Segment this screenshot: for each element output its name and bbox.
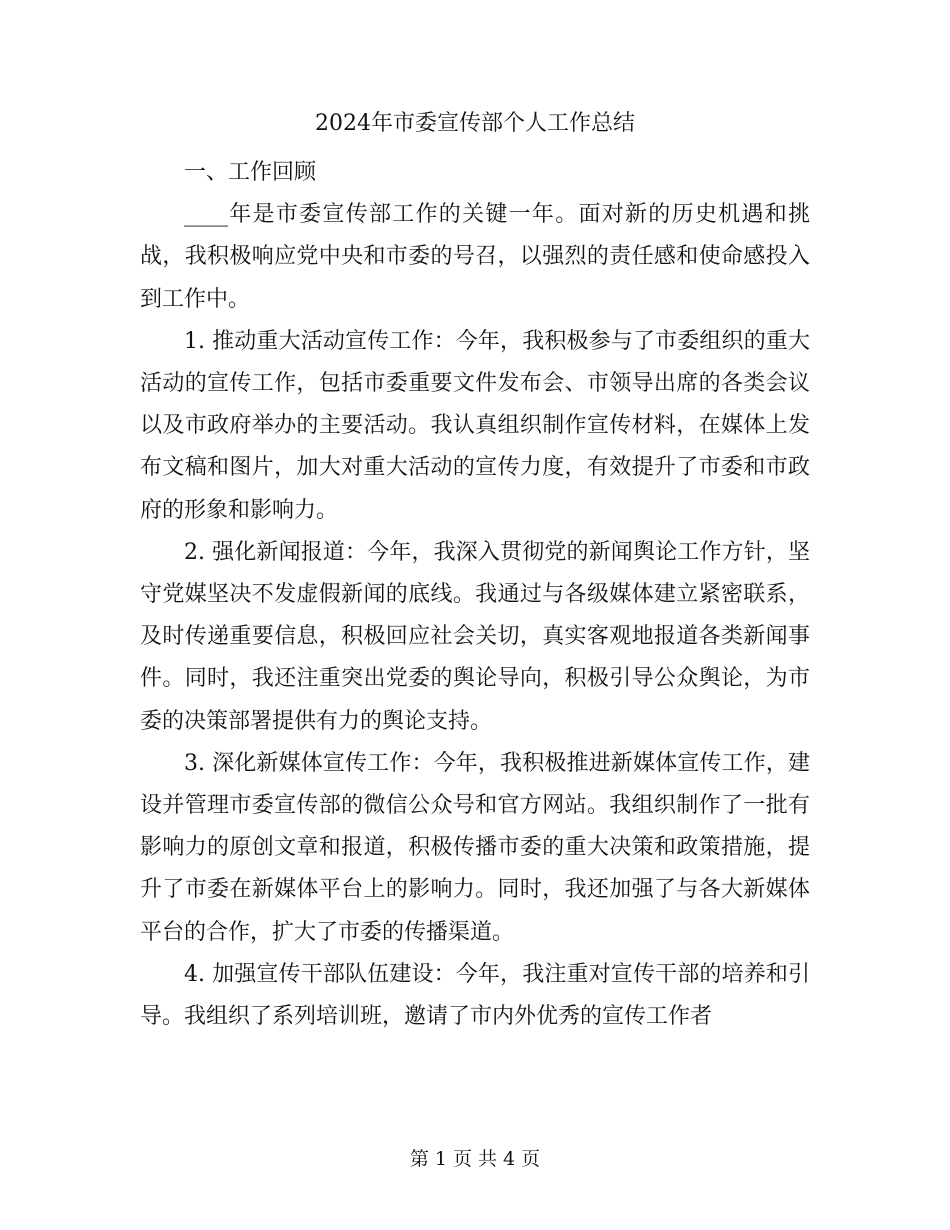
document-title: 2024年市委宣传部个人工作总结 [315,111,635,136]
paragraph-item-2: 2. 强化新闻报道：今年，我深入贯彻党的新闻舆论工作方针，坚守党媒坚决不发虚假新闻的底线。我通过与各级媒体建立紧密联系，及时传递重要信息，积极回应社会关切，真实客观地报道各类新闻事件。同时，我还注重突出党委的舆论导向，积极引导公众舆论，为市委的决策部署提供有力的舆论支持。 [140,539,810,734]
paragraph-item-3: 3. 深化新媒体宣传工作：今年，我积极推进新媒体宣传工作，建设并管理市委宣传部的微信公众号和官方网站。我组织制作了一批有影响力的原创文章和报道，积极传播市委的重大决策和政策措施，提升了市委在新媒体平台上的影响力。同时，我还加强了与各大新媒体平台的合作，扩大了市委的传播渠道。 [140,750,810,945]
page-footer: 第 1 页 共 4 页 [409,1148,541,1170]
section-heading: 一、工作回顾 [184,160,317,185]
paragraph-item-4: 4. 加强宣传干部队伍建设：今年，我注重对宣传干部的培养和引导。我组织了系列培训班，邀请了市内外优秀的宣传工作者 [140,961,810,1030]
paragraph-item-1: 1. 推动重大活动宣传工作：今年，我积极参与了市委组织的重大活动的宣传工作，包括市委重要文件发布会、市领导出席的各类会议以及市政府举办的主要活动。我认真组织制作宣传材料，在媒体上发布文稿和图片，加大对重大活动的宣传力度，有效提升了市委和市政府的形象和影响力。 [140,328,810,523]
document-body [140,152,810,1038]
paragraph-intro: ____年是市委宣传部工作的关键一年。面对新的历史机遇和挑战，我积极响应党中央和市委的号召，以强烈的责任感和使命感投入到工作中。 [140,202,810,312]
